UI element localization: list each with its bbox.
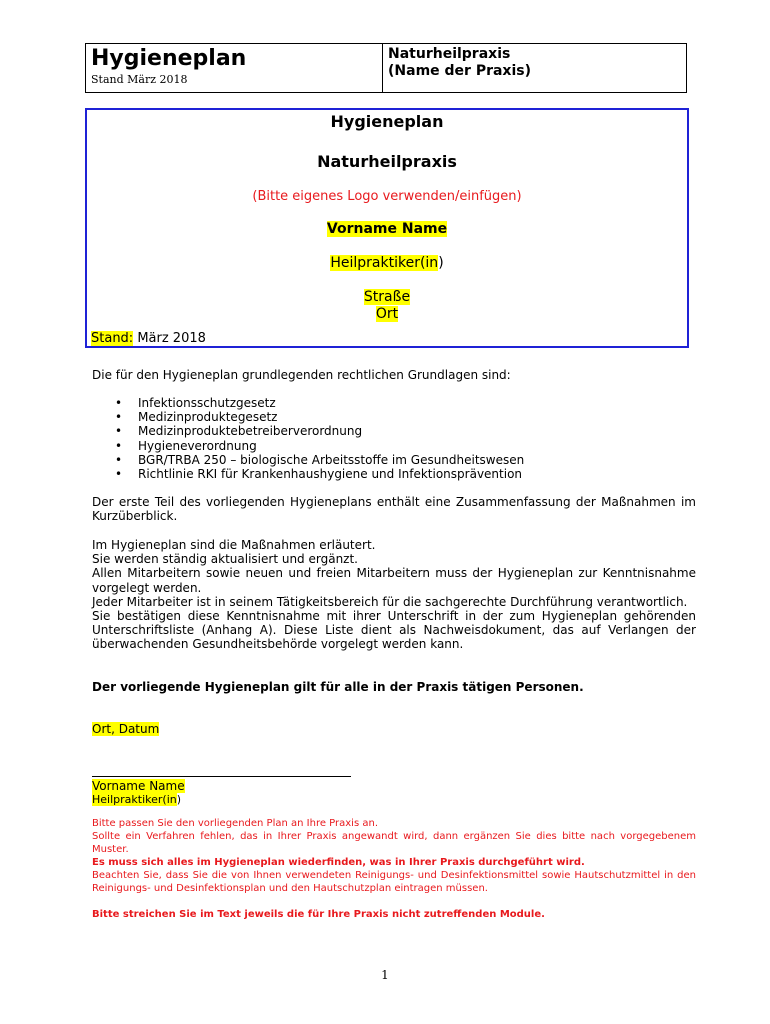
paragraph-summary: Der erste Teil des vorliegenden Hygieneplans enthält eine Zusammenfassung der Maßnahmen im Kurzüberblick. xyxy=(92,495,696,524)
legal-basis-list xyxy=(92,396,524,481)
cover-street-text: Straße xyxy=(363,289,411,305)
cover-stand-label: Stand: xyxy=(91,331,134,346)
list-item: • Medizinproduktebetreiberverordnung xyxy=(92,424,524,438)
place-date xyxy=(92,722,696,736)
validity-statement: Der vorliegende Hygieneplan gilt für alle in der Praxis tätigen Personen. xyxy=(92,680,584,694)
cover-profession-close: ) xyxy=(438,255,444,271)
document-header xyxy=(85,43,687,93)
header-stand: Stand März 2018 xyxy=(91,73,188,86)
page-number: 1 xyxy=(381,968,389,982)
header-practice-name: (Name der Praxis) xyxy=(388,63,531,79)
cover-stand xyxy=(91,331,206,347)
cover-street xyxy=(87,289,687,306)
cover-stand-value: März 2018 xyxy=(133,331,206,346)
legal-intro: Die für den Hygieneplan grundlegenden rechtlichen Grundlagen sind: xyxy=(92,368,511,382)
signature-profession xyxy=(92,793,696,807)
note-missing-procedure: Sollte ein Verfahren fehlen, das in Ihrer Praxis angewandt wird, dann ergänzen Sie dies bitte nach vorgegebenem Muster. xyxy=(92,831,696,855)
list-item: • Richtlinie RKI für Krankenhaushygiene und Infektionsprävention xyxy=(92,467,524,481)
paragraph-line: Im Hygieneplan sind die Maßnahmen erläutert. xyxy=(92,538,376,552)
signature-name-text: Vorname Name xyxy=(92,779,185,793)
note-everything: Es muss sich alles im Hygieneplan wiederfinden, was in Ihrer Praxis durchgeführt wird. xyxy=(92,857,585,868)
note-adapt: Bitte passen Sie den vorliegenden Plan an Ihre Praxis an. xyxy=(92,818,378,829)
header-title-cell xyxy=(86,44,383,92)
note-products: Beachten Sie, dass Sie die von Ihnen verwendeten Reinigungs- und Desinfektionsmittel sowie Hautschutzmittel in den Reinigungs- und Desinfektionsplan und den Hautschutzplan eintragen müssen. xyxy=(92,870,696,894)
signature-profession-text: Heilpraktiker(in xyxy=(92,793,177,806)
paragraph-line: Sie werden ständig aktualisiert und ergänzt. xyxy=(92,552,358,567)
cover-name-text: Vorname Name xyxy=(326,221,448,237)
list-item: • BGR/TRBA 250 – biologische Arbeitsstoffe im Gesundheitswesen xyxy=(92,453,524,467)
signature-line xyxy=(92,776,351,777)
paragraph-line: Sie bestätigen diese Kenntnisnahme mit ihrer Unterschrift in der zum Hygieneplan gehörenden Unterschriftsliste (Anhang A). Diese Liste dient als Nachweisdokument, das auf Verlangen der überwachenden Gesundheitsbehörde vorgelegt werden kann. xyxy=(92,609,696,652)
cover-name xyxy=(87,221,687,238)
header-practice-type: Naturheilpraxis xyxy=(388,46,511,62)
cover-logo-hint: (Bitte eigenes Logo verwenden/einfügen) xyxy=(252,189,522,204)
cover-subtitle: Naturheilpraxis xyxy=(317,152,457,171)
note-delete-modules: Bitte streichen Sie im Text jeweils die für Ihre Praxis nicht zutreffenden Module. xyxy=(92,909,545,920)
cover-title: Hygieneplan xyxy=(330,112,444,131)
cover-box xyxy=(85,108,689,348)
cover-profession-text: Heilpraktiker(in xyxy=(330,255,439,271)
list-item: • Hygieneverordnung xyxy=(92,439,524,453)
signature-name xyxy=(92,779,696,793)
list-item: • Infektionsschutzgesetz xyxy=(92,396,524,410)
cover-city xyxy=(87,306,687,323)
signature-profession-close: ) xyxy=(176,793,182,806)
cover-profession xyxy=(87,255,687,272)
cover-city-text: Ort xyxy=(375,306,399,322)
paragraph-line: Jeder Mitarbeiter ist in seinem Tätigkeitsbereich für die sachgerechte Durchführung verantwortlich. xyxy=(92,594,688,609)
paragraph-line: Allen Mitarbeitern sowie neuen und freien Mitarbeitern muss der Hygieneplan zur Kenntnisnahme vorgelegt werden. xyxy=(92,566,696,595)
list-item: • Medizinproduktegesetz xyxy=(92,410,524,424)
paragraph-explanation xyxy=(92,538,696,652)
header-practice-cell xyxy=(383,44,536,92)
place-date-text: Ort, Datum xyxy=(92,722,160,736)
header-title: Hygieneplan xyxy=(91,46,247,71)
